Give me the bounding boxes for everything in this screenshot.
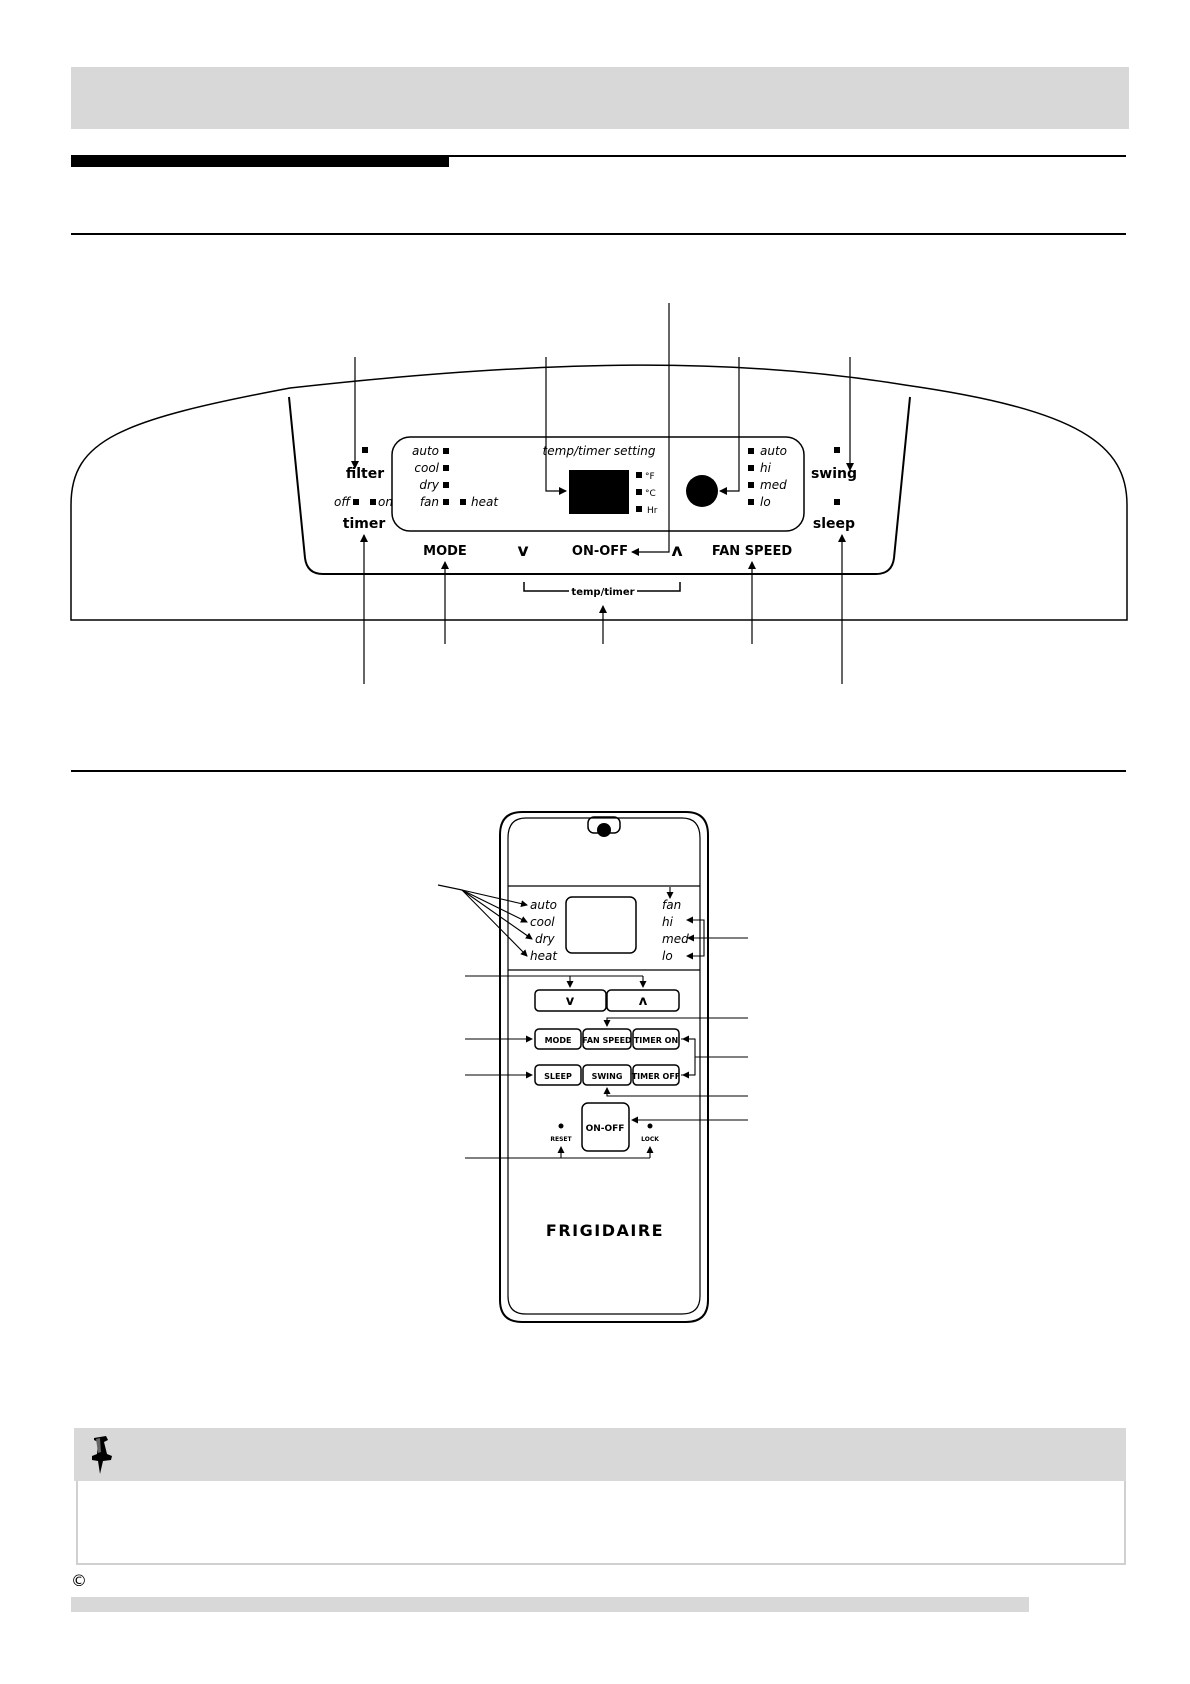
control-panel-diagram	[0, 0, 1190, 770]
mode-auto-label: auto	[411, 444, 439, 458]
display-title: temp/timer setting	[542, 444, 656, 458]
unit-f-label: °F	[645, 472, 655, 482]
remote-timer-on-text: TIMER ON	[633, 1036, 679, 1045]
section-rule-remote	[71, 770, 1126, 772]
filter-label: filter	[345, 466, 385, 482]
ir-emitter-icon	[597, 823, 611, 837]
timer-on-indicator-icon	[370, 499, 376, 505]
unit-hr-indicator-icon	[636, 506, 642, 512]
lock-pinhole-icon	[648, 1124, 653, 1129]
digital-readout	[569, 470, 629, 514]
timer-on-label: on	[378, 495, 393, 509]
note-header	[74, 1428, 1126, 1481]
callout-remote-auto	[462, 890, 527, 905]
remote-on-off-text: ON-OFF	[585, 1124, 625, 1134]
fan-med-label: med	[760, 478, 787, 492]
fan-speed-dial	[686, 475, 718, 507]
sleep-label: sleep	[812, 516, 856, 532]
remote-body	[500, 812, 708, 1322]
panel-up-button: ʌ	[671, 541, 683, 561]
mode-heat-indicator-icon	[460, 499, 466, 505]
remote-fan-med-label: med	[662, 932, 689, 946]
callout-remote-swing	[607, 1088, 748, 1096]
mode-auto-indicator-icon	[443, 448, 449, 454]
remote-down-label: v	[565, 994, 575, 1009]
unit-c-label: °C	[645, 489, 656, 499]
remote-control-diagram	[0, 790, 1190, 1350]
fan-auto-indicator-icon	[748, 448, 754, 454]
remote-reset-text: RESET	[550, 1136, 572, 1143]
timer-label: timer	[342, 516, 386, 532]
note-body	[76, 1481, 1126, 1565]
reset-pinhole-icon	[559, 1124, 564, 1129]
remote-brand-logo: FRIGIDAIRE	[545, 1221, 665, 1240]
fan-hi-indicator-icon	[748, 465, 754, 471]
fan-lo-label: lo	[760, 495, 771, 509]
remote-timer-off-text: TIMER OFF	[631, 1072, 681, 1081]
panel-on-off-button: ON-OFF	[571, 544, 629, 559]
panel-fan-speed-button: FAN SPEED	[711, 544, 793, 559]
timer-off-label: off	[334, 495, 351, 509]
mode-cool-label: cool	[414, 461, 439, 475]
swing-indicator-icon	[834, 447, 840, 453]
remote-swing-text: SWING	[591, 1072, 623, 1081]
copyright-icon: ©	[71, 1571, 87, 1590]
remote-mode-dry-label: dry	[535, 932, 555, 946]
callout-readout	[546, 357, 566, 491]
fan-med-indicator-icon	[748, 482, 754, 488]
remote-fan-label: fan	[662, 898, 682, 912]
temp-timer-bracket-label: temp/timer	[571, 587, 635, 598]
pushpin-icon	[86, 1434, 120, 1478]
unit-f-indicator-icon	[636, 472, 642, 478]
remote-fan-hi-label: hi	[662, 915, 673, 929]
remote-mode-text: MODE	[544, 1036, 572, 1045]
mode-dry-label: dry	[419, 478, 439, 492]
swing-label: swing	[810, 466, 858, 482]
callout-remote-dry	[462, 890, 532, 939]
callout-remote-fan-speed	[607, 1018, 748, 1026]
unit-c-indicator-icon	[636, 489, 642, 495]
timer-off-indicator-icon	[353, 499, 359, 505]
remote-mode-auto-label: auto	[530, 898, 558, 912]
footer-bar	[71, 1597, 1029, 1612]
panel-mode-button: MODE	[423, 544, 467, 559]
mode-cool-indicator-icon	[443, 465, 449, 471]
callout-remote-cool	[462, 890, 527, 922]
callout-remote-heat	[462, 890, 527, 956]
remote-mode-cool-label: cool	[530, 915, 555, 929]
remote-mode-heat-label: heat	[530, 949, 558, 963]
mode-fan-indicator-icon	[443, 499, 449, 505]
remote-lock-text: LOCK	[641, 1136, 659, 1143]
mode-heat-label: heat	[471, 495, 499, 509]
remote-fan-speed-text: FAN SPEED	[582, 1036, 632, 1045]
mode-fan-label: fan	[419, 495, 439, 509]
callout-fan-dial	[720, 357, 739, 491]
fan-lo-indicator-icon	[748, 499, 754, 505]
panel-down-button: v	[517, 541, 529, 561]
unit-hr-label: Hr	[647, 506, 658, 516]
remote-fan-lo-label: lo	[662, 949, 673, 963]
fan-hi-label: hi	[760, 461, 771, 475]
remote-up-label: ʌ	[638, 994, 648, 1009]
callout-remote-timer	[681, 1039, 695, 1075]
sleep-indicator-icon	[834, 499, 840, 505]
remote-lcd	[566, 897, 636, 953]
remote-sleep-text: SLEEP	[544, 1072, 572, 1081]
filter-indicator-icon	[362, 447, 368, 453]
fan-auto-label: auto	[760, 444, 788, 458]
mode-dry-indicator-icon	[443, 482, 449, 488]
